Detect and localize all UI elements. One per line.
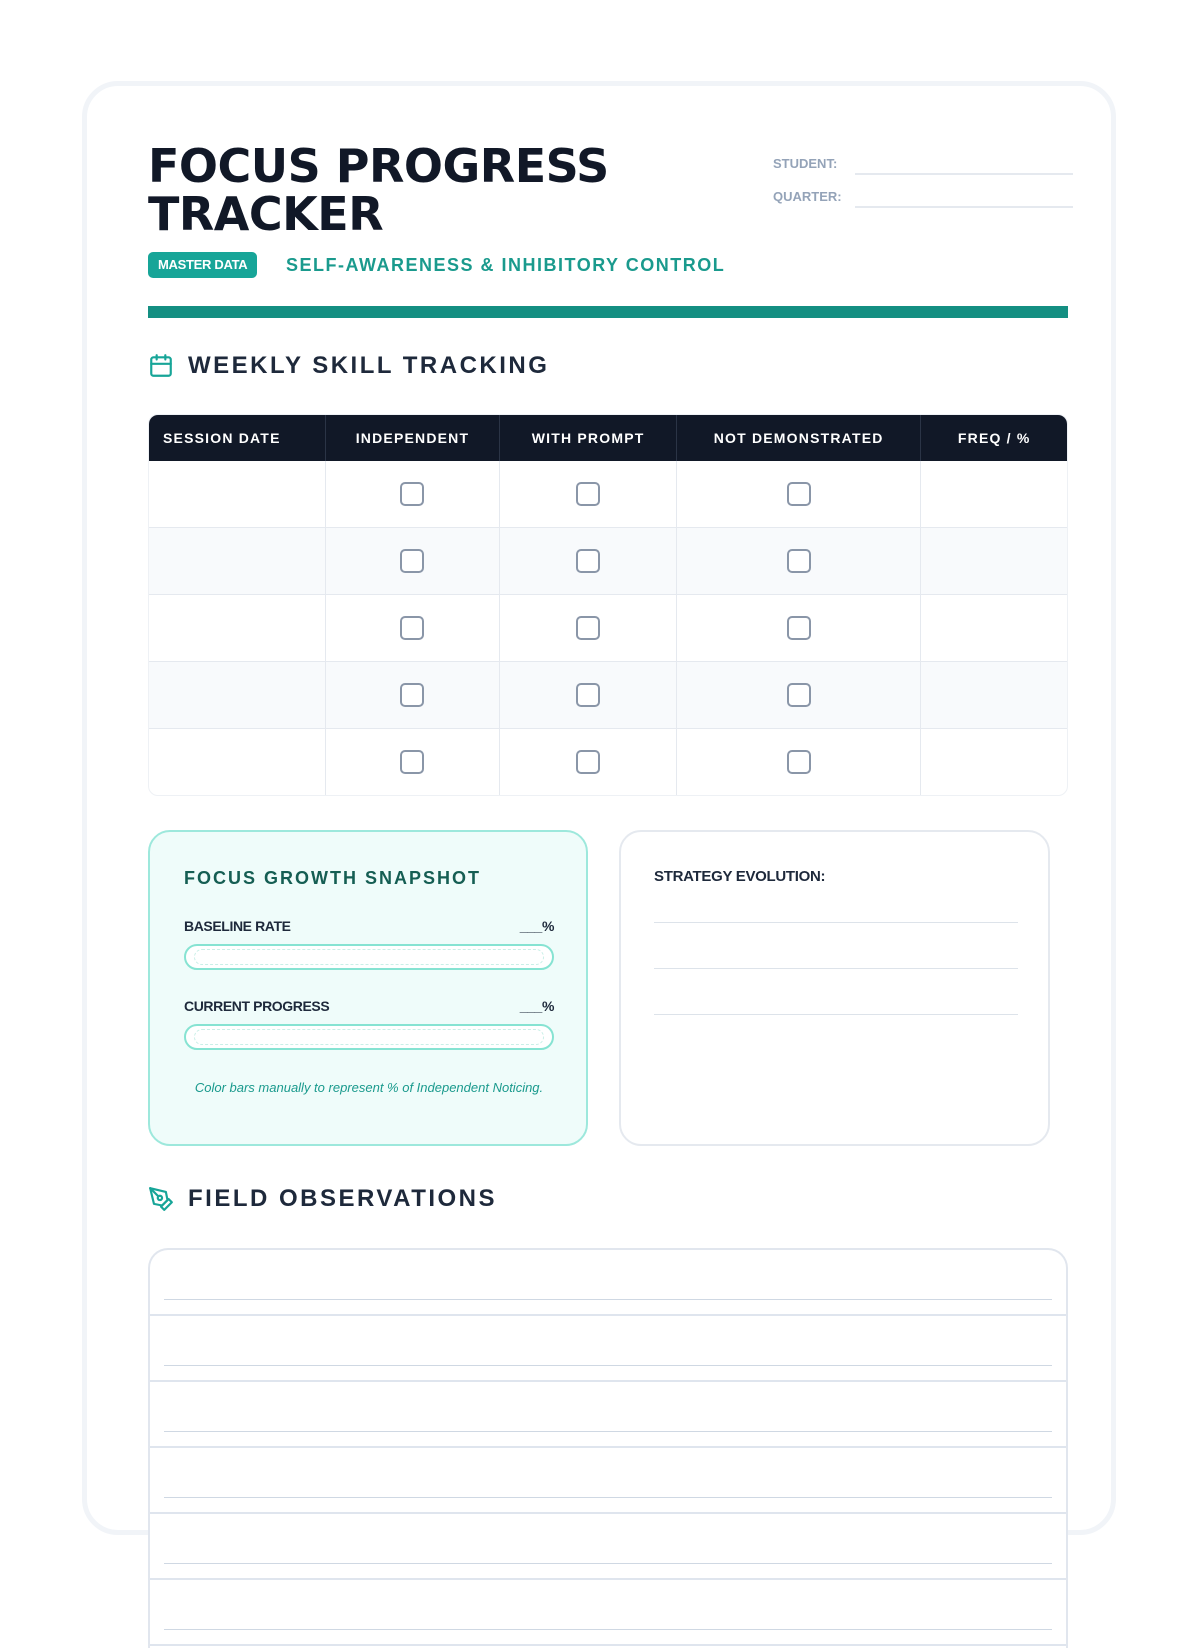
weekly-section-title: WEEKLY SKILL TRACKING xyxy=(188,352,550,379)
independent-cell xyxy=(326,595,501,662)
observation-line[interactable] xyxy=(150,1250,1066,1316)
skill-tracking-table xyxy=(148,414,1068,796)
observations-section-title: FIELD OBSERVATIONS xyxy=(188,1185,498,1212)
not-demonstrated-cell xyxy=(677,729,922,795)
strategy-title: STRATEGY EVOLUTION: xyxy=(654,868,826,885)
column-header: SESSION DATE xyxy=(149,415,326,461)
snapshot-title: FOCUS GROWTH SNAPSHOT xyxy=(184,868,481,888)
not-demonstrated-checkbox[interactable] xyxy=(787,482,811,506)
not-demonstrated-cell xyxy=(677,662,922,729)
baseline-bar-guide xyxy=(194,949,544,965)
observation-line[interactable] xyxy=(150,1382,1066,1448)
independent-cell xyxy=(326,461,501,528)
strategy-evolution-panel xyxy=(619,830,1050,1146)
writing-rule xyxy=(164,1299,1052,1300)
snapshot-note: Color bars manually to represent % of Independent Noticing. xyxy=(194,1080,544,1095)
with-prompt-cell xyxy=(500,528,677,595)
writing-rule xyxy=(164,1365,1052,1366)
with-prompt-cell xyxy=(500,595,677,662)
independent-cell xyxy=(326,662,501,729)
header-divider xyxy=(148,306,1068,318)
table-header-row xyxy=(149,415,1067,461)
page-title xyxy=(148,139,708,241)
with-prompt-checkbox[interactable] xyxy=(576,549,600,573)
baseline-label: BASELINE RATE xyxy=(184,918,291,934)
strategy-write-line[interactable] xyxy=(654,1014,1018,1015)
title-line-1: FOCUS PROGRESS xyxy=(148,139,609,193)
observation-line[interactable] xyxy=(150,1448,1066,1514)
current-progress-label: CURRENT PROGRESS xyxy=(184,998,330,1014)
current-bar-guide xyxy=(194,1029,544,1045)
with-prompt-cell xyxy=(500,729,677,795)
writing-rule xyxy=(164,1629,1052,1630)
observation-line[interactable] xyxy=(150,1514,1066,1580)
not-demonstrated-checkbox[interactable] xyxy=(787,549,811,573)
column-header: INDEPENDENT xyxy=(326,415,501,461)
session-date-cell[interactable] xyxy=(149,461,326,528)
baseline-label-row xyxy=(184,918,554,934)
session-date-cell[interactable] xyxy=(149,595,326,662)
page-subtitle: SELF-AWARENESS & INHIBITORY CONTROL xyxy=(286,255,726,275)
strategy-write-line[interactable] xyxy=(654,922,1018,923)
with-prompt-checkbox[interactable] xyxy=(576,482,600,506)
freq-cell[interactable] xyxy=(921,595,1067,662)
column-header: WITH PROMPT xyxy=(500,415,677,461)
with-prompt-checkbox[interactable] xyxy=(576,616,600,640)
independent-cell xyxy=(326,729,501,795)
student-label: STUDENT: xyxy=(773,156,838,171)
strategy-write-line[interactable] xyxy=(654,968,1018,969)
independent-checkbox[interactable] xyxy=(400,482,424,506)
table-row xyxy=(149,729,1067,795)
column-header: FREQ / % xyxy=(921,415,1067,461)
not-demonstrated-checkbox[interactable] xyxy=(787,616,811,640)
title-line-2: TRACKER xyxy=(148,187,384,241)
not-demonstrated-cell xyxy=(677,595,922,662)
writing-rule xyxy=(164,1497,1052,1498)
quarter-label: QUARTER: xyxy=(773,189,842,204)
with-prompt-cell xyxy=(500,662,677,729)
with-prompt-checkbox[interactable] xyxy=(576,750,600,774)
with-prompt-checkbox[interactable] xyxy=(576,683,600,707)
observation-line[interactable] xyxy=(150,1316,1066,1382)
not-demonstrated-checkbox[interactable] xyxy=(787,683,811,707)
freq-cell[interactable] xyxy=(921,729,1067,795)
not-demonstrated-cell xyxy=(677,528,922,595)
independent-checkbox[interactable] xyxy=(400,750,424,774)
quarter-field[interactable] xyxy=(855,184,1073,208)
current-progress-value: ___% xyxy=(519,998,554,1014)
worksheet-card xyxy=(82,81,1116,1535)
session-date-cell[interactable] xyxy=(149,662,326,729)
freq-cell[interactable] xyxy=(921,461,1067,528)
observations-section-header xyxy=(148,1185,497,1213)
independent-checkbox[interactable] xyxy=(400,683,424,707)
field-observations-box xyxy=(148,1248,1068,1648)
not-demonstrated-cell xyxy=(677,461,922,528)
with-prompt-cell xyxy=(500,461,677,528)
writing-rule xyxy=(164,1431,1052,1432)
freq-cell[interactable] xyxy=(921,528,1067,595)
independent-checkbox[interactable] xyxy=(400,549,424,573)
session-date-cell[interactable] xyxy=(149,729,326,795)
writing-rule xyxy=(164,1563,1052,1564)
session-date-cell[interactable] xyxy=(149,528,326,595)
current-progress-bar[interactable] xyxy=(184,1024,554,1050)
weekly-section-header xyxy=(148,352,549,380)
student-row xyxy=(773,142,1073,175)
pen-tool-icon xyxy=(148,1186,174,1212)
table-row xyxy=(149,595,1067,662)
table-row xyxy=(149,461,1067,528)
calendar-icon xyxy=(148,353,174,379)
table-row xyxy=(149,528,1067,595)
not-demonstrated-checkbox[interactable] xyxy=(787,750,811,774)
observation-line[interactable] xyxy=(150,1580,1066,1646)
freq-cell[interactable] xyxy=(921,662,1067,729)
student-field[interactable] xyxy=(855,151,1073,175)
quarter-row xyxy=(773,175,1073,208)
table-row xyxy=(149,662,1067,729)
independent-cell xyxy=(326,528,501,595)
master-data-badge: MASTER DATA xyxy=(148,252,257,278)
current-label-row xyxy=(184,998,554,1014)
focus-growth-snapshot-panel xyxy=(148,830,588,1146)
independent-checkbox[interactable] xyxy=(400,616,424,640)
student-info xyxy=(773,142,1073,208)
baseline-value: ___% xyxy=(519,918,554,934)
baseline-progress-bar[interactable] xyxy=(184,944,554,970)
column-header: NOT DEMONSTRATED xyxy=(677,415,922,461)
